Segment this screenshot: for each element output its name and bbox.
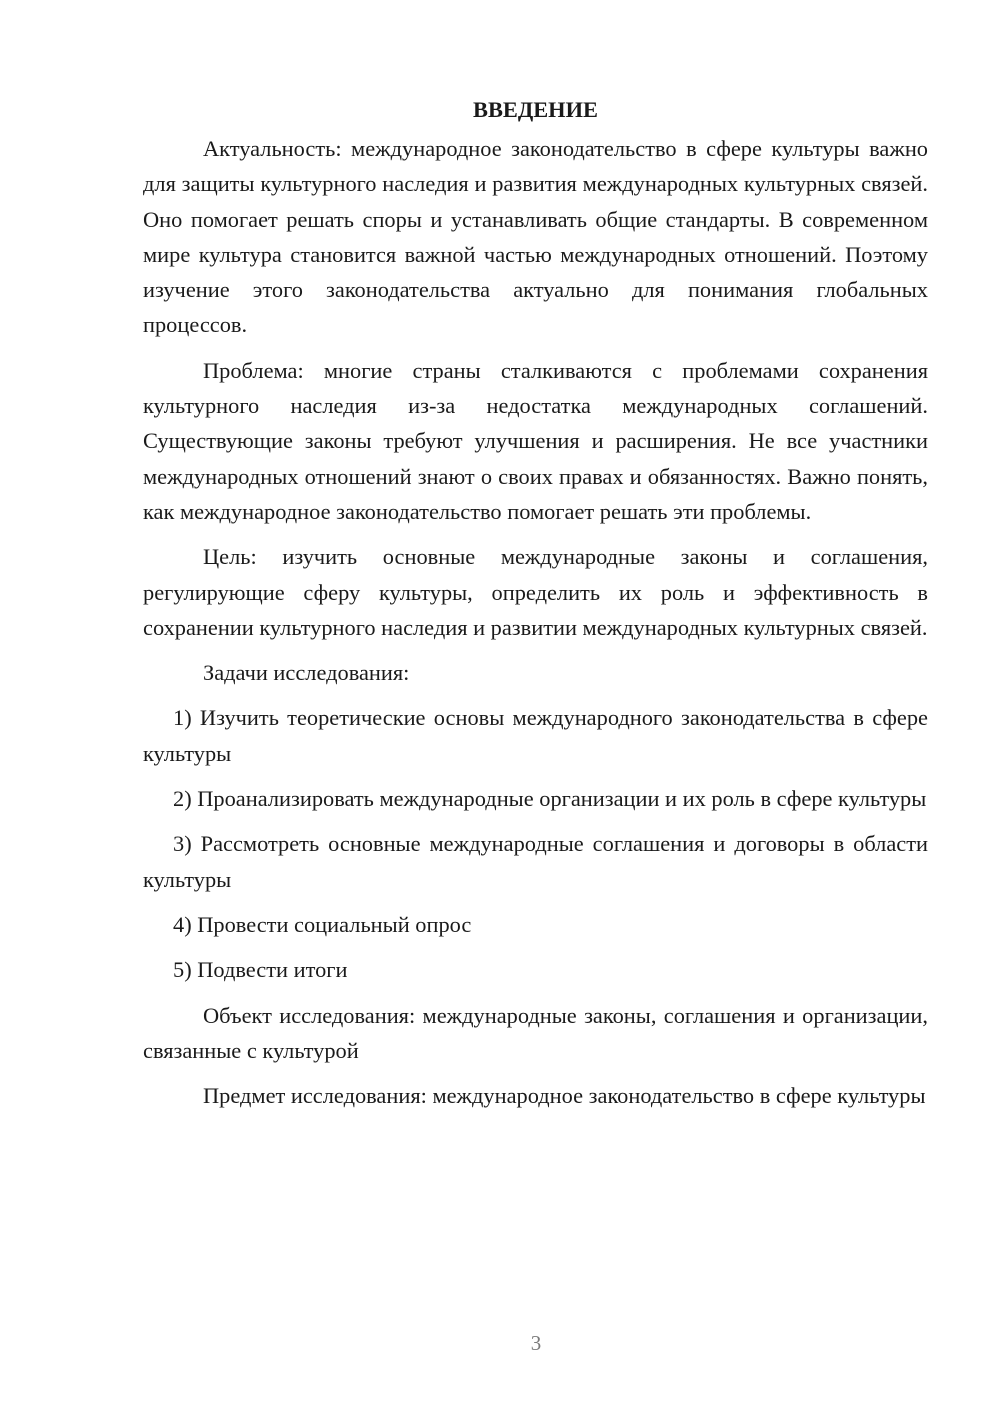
- problem-paragraph: Проблема: многие страны сталкиваются с проблемами сохранения культурного наследия из-за недостатка международных соглашений. Существующие законы требуют улучшения и расширения. Не все участники международных отношений знают о своих правах и обязанностях. Важно понять, как международное законодательство помогает решать эти проблемы.: [143, 357, 928, 524]
- research-subject-paragraph: Предмет исследования: международное законодательство в сфере культуры: [203, 1083, 926, 1109]
- tasks-list: [143, 700, 928, 987]
- task-item-2: 2) Проанализировать международные организации и их роль в сфере культуры: [173, 786, 927, 812]
- goal-paragraph: Цель: изучить основные международные законы и соглашения, регулирующие сферу культуры, определить их роль и эффективность в сохранении культурного наследия и развитии международных культурных связей.: [143, 544, 928, 640]
- page-number: 3: [530, 1331, 542, 1355]
- task-item-1: 1) Изучить теоретические основы международного законодательства в сфере культуры: [143, 705, 928, 766]
- relevance-paragraph: Актуальность: международное законодательство в сфере культуры важно для защиты культурного наследия и развития международных культурных связей. Оно помогает решать споры и устанавливать общие стандарты. В современном мире культура становится важной частью международных отношений. Поэтому изучение этого законодательства актуально для понимания глобальных процессов.: [143, 136, 928, 338]
- task-item-4: 4) Провести социальный опрос: [173, 911, 472, 937]
- document-page: [143, 92, 928, 1123]
- task-item-5: 5) Подвести итоги: [173, 957, 348, 983]
- task-item-3: 3) Рассмотреть основные международные соглашения и договоры в области культуры: [143, 831, 928, 892]
- research-object-paragraph: Объект исследования: международные законы, соглашения и организации, связанные с культурой: [143, 1002, 928, 1063]
- section-title: ВВЕДЕНИЕ: [473, 97, 598, 122]
- tasks-heading: Задачи исследования:: [203, 660, 410, 686]
